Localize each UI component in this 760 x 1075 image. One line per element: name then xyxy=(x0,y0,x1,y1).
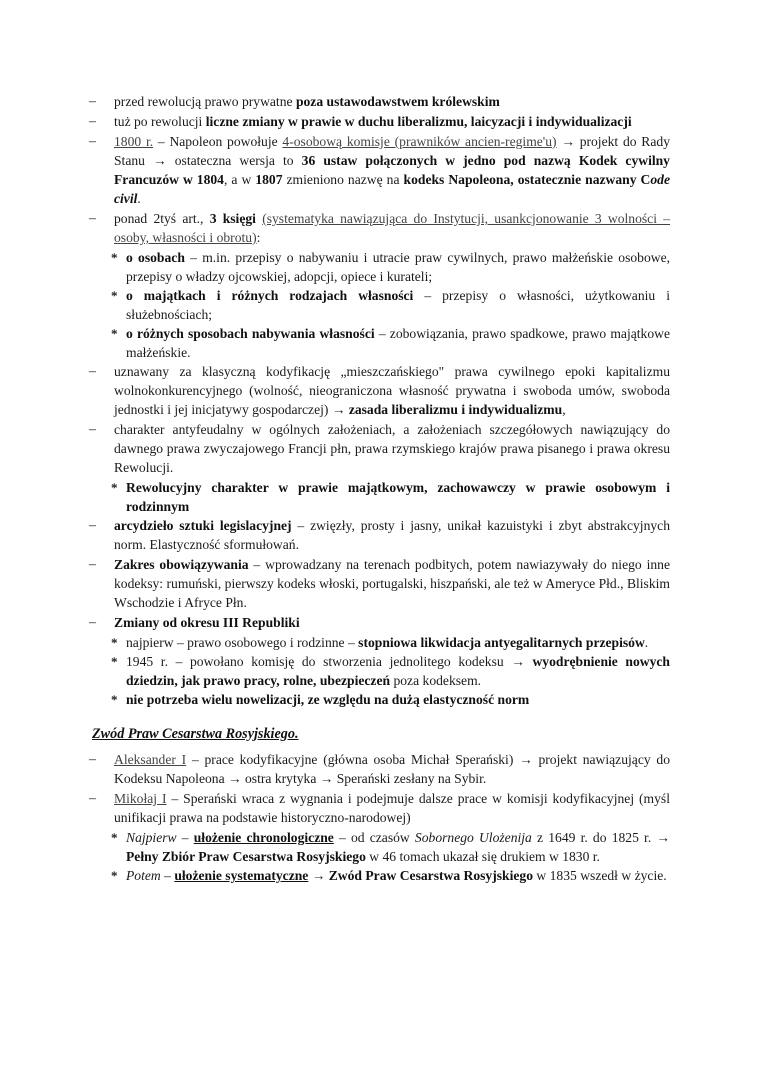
sub-bold: Pełny Zbiór Praw Cesarstwa Rosyjskiego xyxy=(126,849,366,864)
bullet-text: : xyxy=(256,230,261,245)
bullet-text: przed rewolucją prawo prywatne xyxy=(114,94,296,109)
bullet-nicholas xyxy=(89,789,670,827)
bullet-text: – zwięzły, prosty i jasny, unikał kazuistyki i zbyt abstrakcyjnych norm. Elastyczność sformułowań. xyxy=(114,518,670,552)
section-heading: Zwód Praw Cesarstwa Rosyjskiego. xyxy=(92,726,299,742)
dash-marker: – xyxy=(89,422,96,437)
code-civil-italic: ode civil xyxy=(114,172,670,206)
bullet-masterpiece xyxy=(89,516,670,554)
bullet-bold: Zakres obowiązywania xyxy=(114,557,249,572)
sub-text: – xyxy=(160,868,175,883)
ruler-underlined: Mikołaj I xyxy=(114,791,167,806)
sub-bold: o różnych sposobach nabywania własności xyxy=(126,326,375,341)
date-underlined: 1800 r. xyxy=(114,134,154,149)
systematics-underlined: (systematyka nawiązująca do Instytucji, usankcjonowanie 3 wolności – osoby, własności i obrotu) xyxy=(114,211,671,245)
ruler-underlined: Aleksander I xyxy=(114,752,187,767)
sub-text: – przepisy o własności, użytkowaniu i służebnościach; xyxy=(126,288,670,322)
dash-marker: – xyxy=(89,557,96,572)
sub-bold-underlined: ułożenie systematyczne xyxy=(174,868,309,883)
sub-item-revolutionary xyxy=(111,478,670,516)
sub-bold: o majątkach i różnych rodzajach własności xyxy=(126,288,414,303)
asterisk-marker: * xyxy=(111,635,118,650)
sub-bold: stopniowa likwidacja antyegalitarnych przepisów xyxy=(358,635,645,650)
bullet-bold: 1807 xyxy=(255,172,283,187)
dash-marker: – xyxy=(89,364,96,379)
bullet-text: – Napoleon powołuje xyxy=(153,134,283,149)
sub-text: 1945 r. – powołano komisję do stworzenia jednolitego kodeksu → xyxy=(126,654,533,669)
bullet-text: , xyxy=(562,402,566,417)
asterisk-marker: * xyxy=(111,480,118,495)
bullet-bold: arcydzieło sztuki legislacyjnej xyxy=(114,518,292,533)
sub-bold: nie potrzeba wielu nowelizacji, ze względu na dużą elastyczność norm xyxy=(126,692,530,707)
sub-item-acquisition xyxy=(111,324,670,362)
bullet-changes xyxy=(89,613,670,632)
bullet-classic-codification xyxy=(89,362,670,419)
sub-text: – m.in. przepisy o nabywaniu i utracie praw cywilnych, prawo małżeńskie osobowe, przepisy o władzy ojcowskiej, adopcji, opiece i kurateli; xyxy=(126,250,671,284)
sub-text: – zobowiązania, prawo spadkowe, prawo majątkowe małżeńskie. xyxy=(126,326,670,360)
sub-bold: Zwód Praw Cesarstwa Rosyjskiego xyxy=(328,868,534,883)
bullet-text: uznawany za klasyczną kodyfikację „mieszczańskiego" prawa cywilnego epoki kapitalizmu wolnokonkurencyjnego (wolność, nieograniczona własność prywatna i swoboda umów, swoboda jednostki i jej inicjatywy gospodarczej) → xyxy=(114,364,670,417)
asterisk-marker: * xyxy=(111,654,118,669)
asterisk-marker: * xyxy=(111,830,118,845)
sub-text: z 1649 r. do 1825 r. → xyxy=(531,830,670,845)
bullet-bold: kodeks Napoleona, ostatecznie nazwany C xyxy=(403,172,651,187)
sub-italic: Najpierw xyxy=(126,830,177,845)
bullet-bold: 36 ustaw połączonych w jedno pod nazwą Kodek cywilny Francuzów w 1804 xyxy=(114,153,670,187)
sub-item-first xyxy=(111,633,670,652)
sub-text: poza kodeksem. xyxy=(390,673,482,688)
sub-bold: wyodrębnienie nowych dziedzin, jak prawo pracy, rolne, ubezpieczeń xyxy=(126,654,670,688)
commission-underlined: 4-osobową komisje (prawników ancien-regime'u) xyxy=(282,134,557,149)
bullet-text: – Sperański wraca z wygnania i podejmuje dalsze prace w komisji kodyfikacyjnej (myśl unifikacji prawa na podstawie historyczno-narodowej) xyxy=(114,791,670,825)
dash-marker: – xyxy=(89,134,96,149)
sub-item-1945 xyxy=(111,652,670,690)
dash-marker: – xyxy=(89,518,96,533)
sub-bold: o osobach xyxy=(126,250,185,265)
sub-text: . xyxy=(644,635,649,650)
bullet-1800 xyxy=(89,132,670,208)
sub-italic: Potem xyxy=(126,868,161,883)
dash-marker: – xyxy=(89,94,96,109)
bullet-before-revolution xyxy=(89,92,670,111)
asterisk-marker: * xyxy=(111,692,118,707)
asterisk-marker: * xyxy=(111,288,118,303)
bullet-books xyxy=(89,209,671,247)
bullet-text: tuż po rewolucji xyxy=(114,114,206,129)
bullet-antifeudal xyxy=(89,420,670,477)
dash-marker: – xyxy=(89,791,96,806)
sub-bold: Rewolucyjny charakter w prawie majątkowym, zachowawczy w prawie osobowym i rodzinnym xyxy=(126,480,670,514)
bullet-after-revolution xyxy=(89,112,670,131)
bullet-text: ponad 2tyś art., xyxy=(114,211,210,226)
dash-marker: – xyxy=(89,752,96,767)
notes-body xyxy=(89,92,671,885)
dash-marker: – xyxy=(89,211,96,226)
bullet-text: – wprowadzany na terenach podbitych, potem nawiazywały do niego inne kodeksy: rumuński, pierwszy kodeks włoski, portugalski, hiszpański, ale też w Ameryce Płd., Bliskim Wschodzie i Afryce Płn. xyxy=(114,557,670,610)
bullet-bold: zasada liberalizmu i indywidualizmu xyxy=(348,402,563,417)
bullet-bold: liczne zmiany w prawie w duchu liberalizmu, laicyzacji i indywidualizacji xyxy=(205,114,632,129)
sub-item-chronological xyxy=(111,828,670,866)
asterisk-marker: * xyxy=(111,326,118,341)
dash-marker: – xyxy=(89,114,96,129)
asterisk-marker: * xyxy=(111,868,118,883)
bullet-bold: Zmiany od okresu III Republiki xyxy=(114,615,300,630)
bullet-text: . xyxy=(137,191,141,206)
sub-item-property xyxy=(111,286,670,324)
bullet-text: zmieniono nazwę na xyxy=(282,172,404,187)
bullet-alexander xyxy=(89,750,670,788)
bullet-scope xyxy=(89,555,670,612)
sub-text: → xyxy=(308,868,329,883)
sub-item-persons xyxy=(111,248,670,286)
bullet-bold: poza ustawodawstwem królewskim xyxy=(295,94,500,109)
sub-text: w 46 tomach ukazał się drukiem w 1830 r. xyxy=(365,849,600,864)
bullet-text: , a w xyxy=(223,172,256,187)
sub-bold-underlined: ułożenie chronologiczne xyxy=(193,830,334,845)
sub-item-elasticity xyxy=(111,690,670,709)
sub-item-systematic xyxy=(111,866,670,885)
bullet-text: → projekt do Rady Stanu → ostateczna wersja to xyxy=(114,134,670,168)
asterisk-marker: * xyxy=(111,250,118,265)
sub-text: – od czasów xyxy=(333,830,415,845)
sub-text: – xyxy=(176,830,194,845)
sub-text: najpierw – prawo osobowego i rodzinne – xyxy=(126,635,359,650)
sub-italic: Sobornego Ulożenija xyxy=(414,830,532,845)
sub-text: w 1835 wszedł w życie. xyxy=(533,868,667,883)
bullet-text: – prace kodyfikacyjne (główna osoba Michał Sperański) → projekt nawiązujący do Kodeksu Napoleona → ostra krytyka → Sperański zesłany na Sybir. xyxy=(114,752,670,786)
dash-marker: – xyxy=(89,615,96,630)
bullet-text: charakter antyfeudalny w ogólnych założeniach, a założeniach szczegółowych nawiązujący do dawnego prawa zwyczajowego Francji płn, prawa rzymskiego krajów prawa pisanego i prawa okresu Rewolucji. xyxy=(114,422,670,475)
bullet-bold: 3 księgi xyxy=(209,211,256,226)
